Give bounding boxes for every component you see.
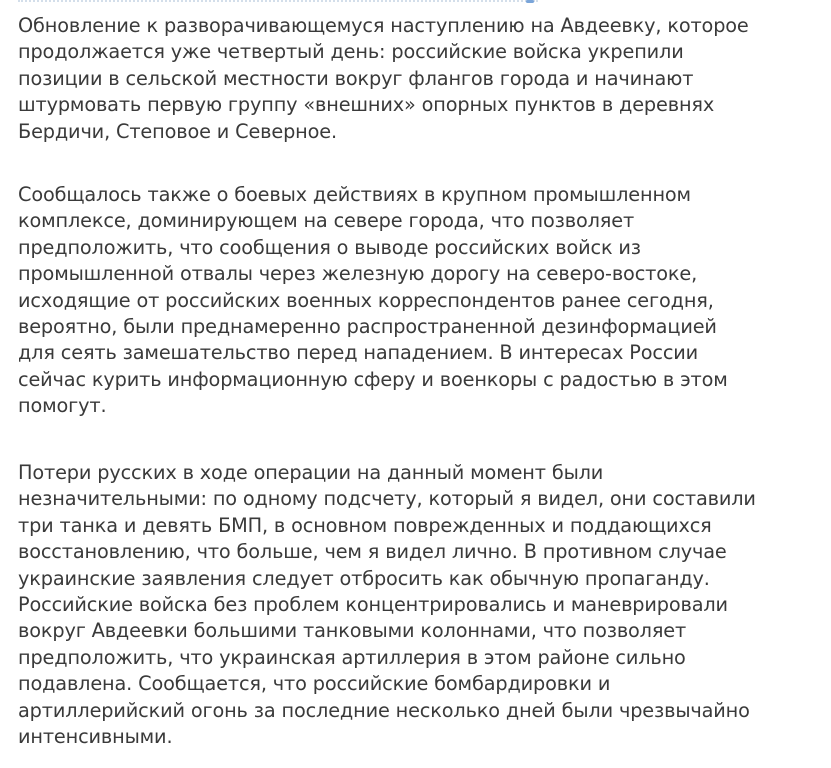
text-line: комплексе, доминирующем на севере города, что позволяет [18,209,635,233]
text-line: артиллерийский огонь за последние несколько дней были чрезвычайно [18,698,750,722]
text-line: Потери русских в ходе операции на данный момент были [18,461,604,484]
text-line: штурмовать первую группу «внешних» опорных пунктов в деревнях [18,93,715,117]
text-line: украинские заявления следует отбросить как обычную пропаганду. [18,566,710,590]
text-line: вероятно, были преднамеренно распространенной дезинформацией [18,315,717,339]
text-line: незначительными: по одному подсчету, который я видел, они составили [18,487,756,511]
text-line: предположить, что сообщения о выводе российских войск из [18,235,641,259]
text-line: позиции в сельской местности вокруг флангов города и начинают [18,66,694,90]
text-line: три танка и девять БМП, в основном поврежденных и поддающихся [18,513,712,537]
text-line: продолжается уже четвертый день: российские войска укрепили [18,40,684,64]
text-line: исходящие от российских военных корреспондентов ранее сегодня, [18,288,714,312]
paragraph-3 [18,460,756,750]
text-line: подавлена. Сообщается, что российские бомбардировки и [18,672,611,696]
post-text [18,0,823,768]
text-line: сейчас курить информационную сферу и военкоры с радостью в этом [18,367,728,391]
text-line: предположить, что украинская артиллерия в этом районе сильно [18,645,686,669]
text-line: Сообщалось также о боевых действиях в крупном промышленном [18,183,691,206]
text-line: Обновление к разворачивающемуся наступлению на Авдеевку, которое [18,14,749,37]
text-line: Российские войска без проблем концентрировались и маневрировали [18,593,728,617]
paragraph-2 [18,182,728,420]
text-line: вокруг Авдеевки большими танковыми колоннами, что позволяет [18,619,687,643]
paragraph-1 [18,13,749,145]
text-line: восстановлению, что больше, чем я видел лично. В противном случае [18,540,727,564]
text-line: помогут. [18,394,107,418]
text-line: интенсивными. [18,725,173,749]
text-line: для сеять замешательство перед нападением. В интересах России [18,341,699,365]
text-line: Бердичи, Степовое и Северное. [18,119,337,143]
text-line: промышленной отвалы через железную дорогу на северо-востоке, [18,262,698,286]
